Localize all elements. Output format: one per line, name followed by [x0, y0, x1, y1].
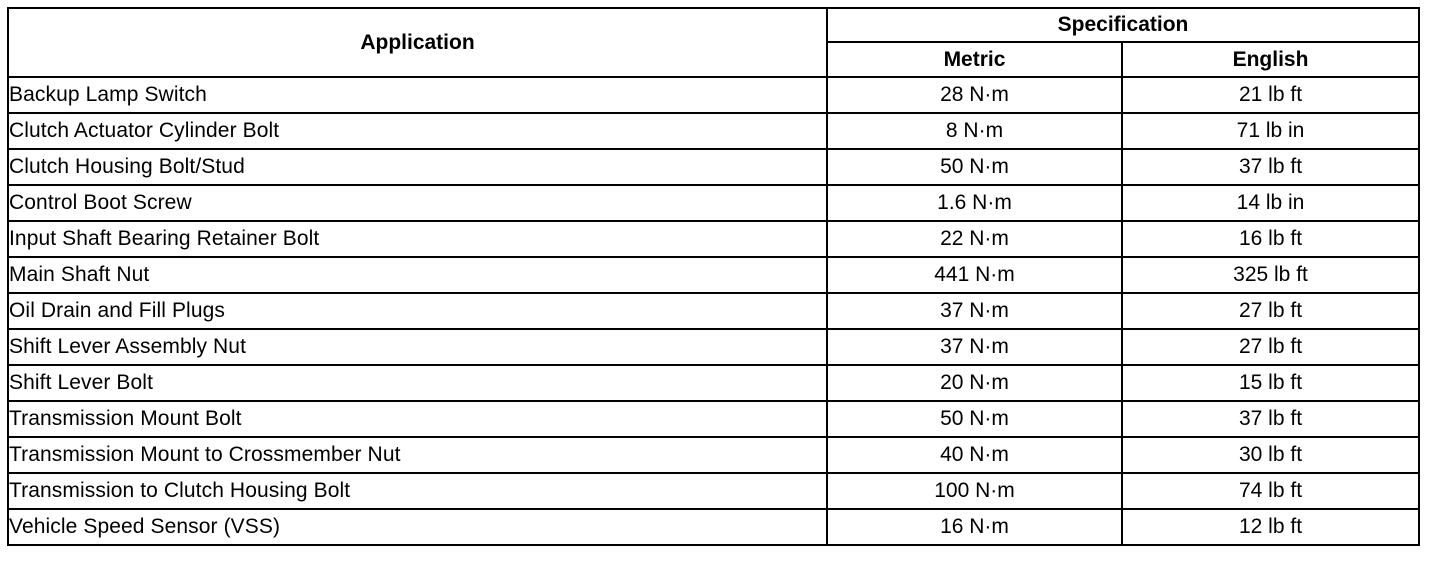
application-cell: Control Boot Screw — [8, 185, 827, 221]
english-cell: 27 lb ft — [1122, 329, 1419, 365]
specification-header: Specification — [827, 8, 1419, 42]
table-row — [8, 149, 1419, 185]
application-cell: Oil Drain and Fill Plugs — [8, 293, 827, 329]
english-cell: 37 lb ft — [1122, 401, 1419, 437]
table-row — [8, 509, 1419, 545]
metric-cell: 1.6 N·m — [827, 185, 1122, 221]
table-row — [8, 329, 1419, 365]
metric-cell: 28 N·m — [827, 77, 1122, 113]
english-cell: 21 lb ft — [1122, 77, 1419, 113]
application-cell: Transmission Mount to Crossmember Nut — [8, 437, 827, 473]
application-cell: Clutch Housing Bolt/Stud — [8, 149, 827, 185]
application-cell: Main Shaft Nut — [8, 257, 827, 293]
application-cell: Backup Lamp Switch — [8, 77, 827, 113]
metric-cell: 16 N·m — [827, 509, 1122, 545]
table-row — [8, 473, 1419, 509]
metric-cell: 37 N·m — [827, 293, 1122, 329]
application-header: Application — [8, 8, 827, 77]
metric-cell: 50 N·m — [827, 149, 1122, 185]
application-cell: Transmission to Clutch Housing Bolt — [8, 473, 827, 509]
english-cell: 30 lb ft — [1122, 437, 1419, 473]
metric-cell: 441 N·m — [827, 257, 1122, 293]
application-cell: Shift Lever Assembly Nut — [8, 329, 827, 365]
table-row — [8, 365, 1419, 401]
application-cell: Clutch Actuator Cylinder Bolt — [8, 113, 827, 149]
english-cell: 37 lb ft — [1122, 149, 1419, 185]
application-cell: Transmission Mount Bolt — [8, 401, 827, 437]
table-row — [8, 221, 1419, 257]
english-cell: 325 lb ft — [1122, 257, 1419, 293]
table-row — [8, 401, 1419, 437]
english-cell: 15 lb ft — [1122, 365, 1419, 401]
metric-header: Metric — [827, 42, 1122, 77]
metric-cell: 22 N·m — [827, 221, 1122, 257]
english-header: English — [1122, 42, 1419, 77]
table-row — [8, 185, 1419, 221]
table-row — [8, 437, 1419, 473]
metric-cell: 40 N·m — [827, 437, 1122, 473]
table-row — [8, 293, 1419, 329]
table-row — [8, 257, 1419, 293]
english-cell: 16 lb ft — [1122, 221, 1419, 257]
metric-cell: 37 N·m — [827, 329, 1122, 365]
english-cell: 74 lb ft — [1122, 473, 1419, 509]
english-cell: 27 lb ft — [1122, 293, 1419, 329]
metric-cell: 100 N·m — [827, 473, 1122, 509]
metric-cell: 50 N·m — [827, 401, 1122, 437]
application-cell: Input Shaft Bearing Retainer Bolt — [8, 221, 827, 257]
metric-cell: 20 N·m — [827, 365, 1122, 401]
torque-spec-table — [7, 7, 1420, 546]
metric-cell: 8 N·m — [827, 113, 1122, 149]
english-cell: 71 lb in — [1122, 113, 1419, 149]
application-cell: Vehicle Speed Sensor (VSS) — [8, 509, 827, 545]
application-cell: Shift Lever Bolt — [8, 365, 827, 401]
table-row — [8, 113, 1419, 149]
english-cell: 12 lb ft — [1122, 509, 1419, 545]
table-row — [8, 77, 1419, 113]
english-cell: 14 lb in — [1122, 185, 1419, 221]
